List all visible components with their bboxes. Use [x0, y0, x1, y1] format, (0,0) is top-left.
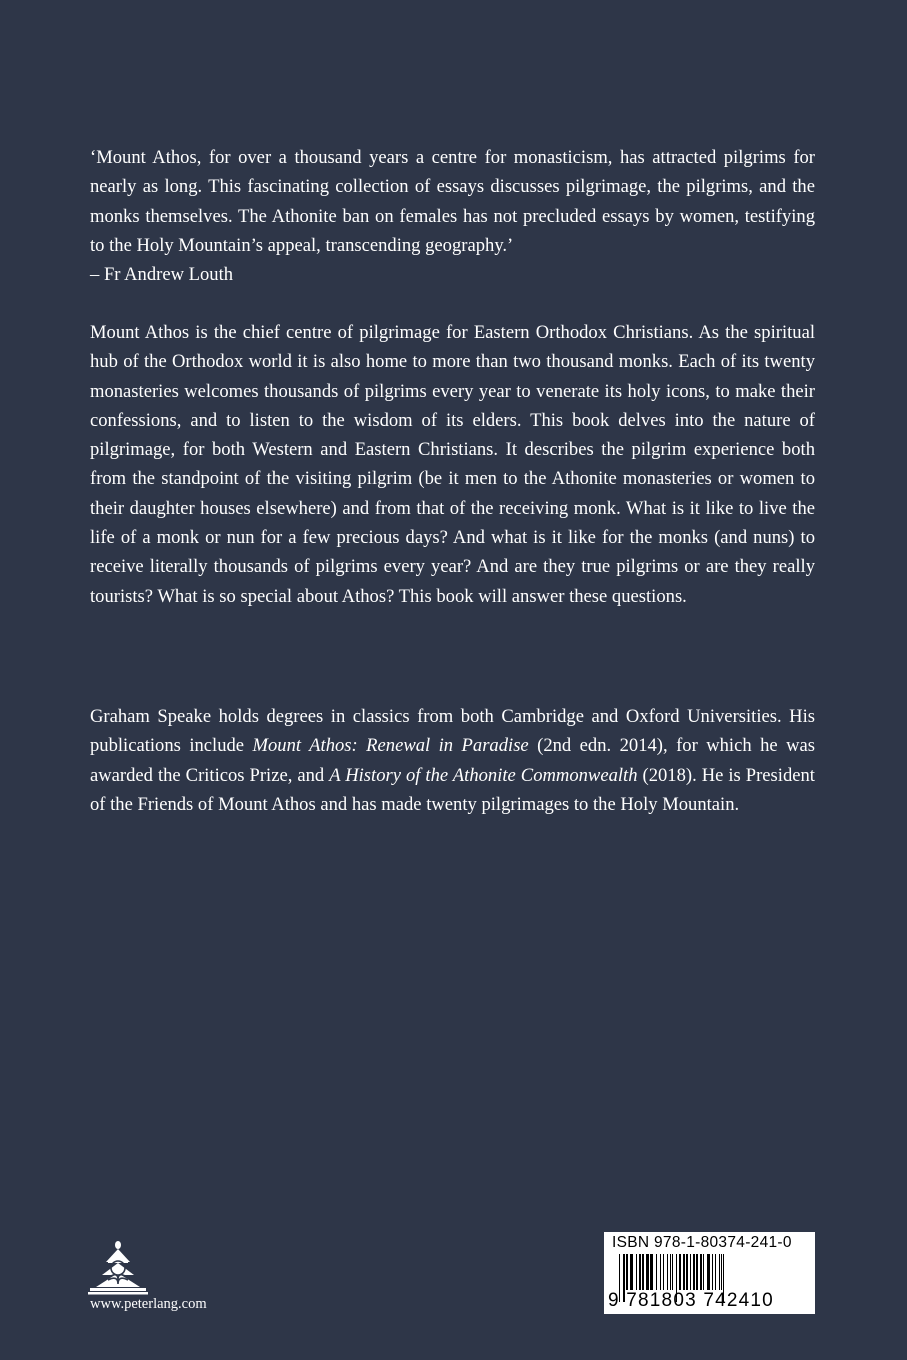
- barcode-bar: [712, 1254, 713, 1290]
- barcode-bar: [646, 1254, 649, 1290]
- endorsement-quote: [90, 143, 815, 289]
- barcode-bar: [686, 1254, 688, 1290]
- barcode-bar: [719, 1254, 720, 1290]
- bio-book-title-1: Mount Athos: Renewal in Paradise: [252, 735, 529, 757]
- quote-attribution: – Fr Andrew Louth: [90, 264, 234, 286]
- publisher-url[interactable]: www.peterlang.com: [90, 1296, 207, 1312]
- barcode-bar: [672, 1254, 673, 1290]
- barcode-bar: [690, 1254, 691, 1290]
- barcode-bar: [693, 1254, 695, 1290]
- peter-lang-logo-icon: [88, 1240, 148, 1296]
- barcode-bar: [715, 1254, 716, 1290]
- bio-part-3: (2018). He is President of the Friends of Mount Athos and has made twenty pilgrimages to the Holy Mountain.: [90, 764, 815, 815]
- book-description: [90, 318, 815, 611]
- description-text: Mount Athos is the chief centre of pilgrimage for Eastern Orthodox Christians. As the spiritual hub of the Orthodox world it is also home to more than two thousand monks. Each of its twenty monasteries welcomes thousands of pilgrims every year to venerate its holy icons, to make their confessions, and to listen to the wisdom of its elders. This book delves into the nature of pilgrimage, for both Western and Eastern Christians. It describes the pilgrim experience both from the standpoint of the visiting pilgrim (be it men to the Athonite monasteries or women to their daughter houses elsewhere) and from that of the receiving monk. What is it like to live the life of a monk or nun for a few precious days? And what is it like for the monks (and nuns) to receive literally thousands of pilgrims every year? And are they true pilgrims or are they really tourists? What is so special about Athos? This book will answer these questions.: [90, 322, 815, 607]
- barcode-bar: [721, 1254, 722, 1290]
- quote-text: ‘Mount Athos, for over a thousand years a centre for monasticism, has attracted pilgrims for nearly as long. This fascinating collection of essays discusses pilgrimage, the pilgrims, and the monks themselves. The Athonite ban on females has not precluded essays by women, testifying to the Holy Mountain’s appeal, transcending geography.’: [90, 147, 815, 256]
- barcode-bar: [683, 1254, 685, 1290]
- barcode-bar: [663, 1254, 664, 1290]
- barcode-bar: [656, 1254, 657, 1290]
- barcode-bar: [696, 1254, 698, 1290]
- bio-part-1: Graham Speake holds degrees in classics from both Cambridge and Oxford Universities. His publications include: [90, 706, 815, 757]
- bio-book-title-2: A History of the Athonite Commonwealth: [329, 764, 638, 786]
- barcode-bar: [670, 1254, 671, 1290]
- ean-digits: 9 781803 742410: [608, 1290, 774, 1311]
- bio-text: [90, 702, 815, 819]
- barcode-bar: [639, 1254, 641, 1290]
- barcode-bar: [679, 1254, 681, 1290]
- barcode-bar: [660, 1254, 661, 1290]
- isbn-barcode: [604, 1232, 815, 1314]
- bio-part-2: (2nd edn. 2014), for which he was awarded the Criticos Prize, and: [90, 735, 815, 786]
- barcode-bar: [667, 1254, 668, 1290]
- barcode-bar: [630, 1254, 633, 1290]
- barcode-bar: [700, 1254, 702, 1290]
- isbn-label: ISBN 978-1-80374-241-0: [612, 1234, 792, 1251]
- barcode-bar: [642, 1254, 644, 1290]
- barcode-bar: [636, 1254, 637, 1290]
- barcode-bar: [650, 1254, 653, 1290]
- author-bio: [90, 702, 815, 819]
- barcode-bar: [707, 1254, 710, 1290]
- barcode-bar: [626, 1254, 628, 1290]
- barcode-bar: [703, 1254, 704, 1290]
